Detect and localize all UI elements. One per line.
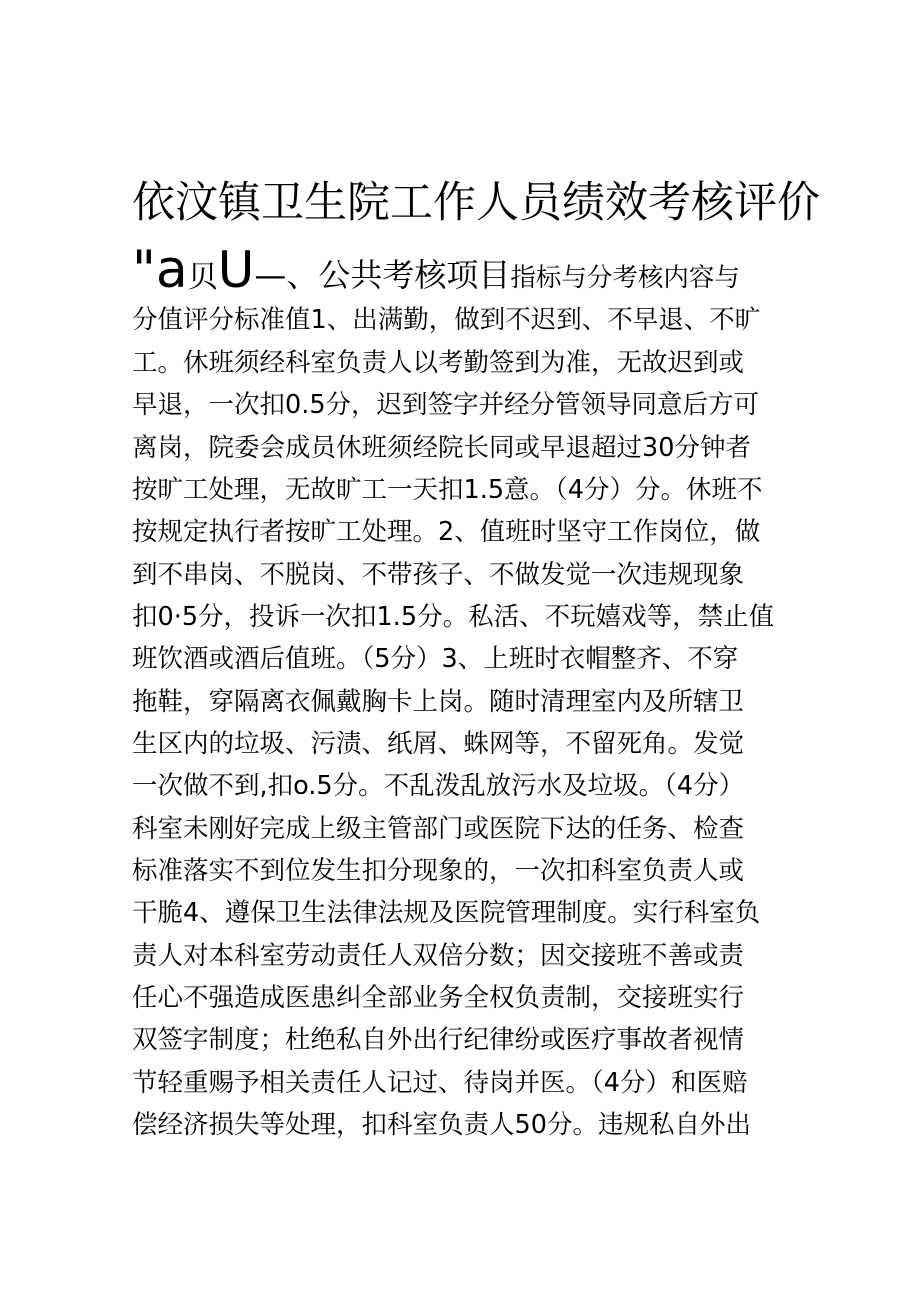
body-text-line: 到不串岗、不脱岗、不带孩子、不做发觉一次违规现象 [132, 560, 745, 590]
body-text-line: 拖鞋，穿隔离衣佩戴胸卡上岗。随时清理室内及所辖卫 [132, 687, 745, 717]
body-text-line: 科室未刚好完成上级主管部门或医院下达的任务、检查 [132, 814, 745, 844]
body-text-line: 生区内的垃圾、污渍、纸屑、蛛网等，不留死角。发觉 [132, 729, 745, 759]
first-text-line [132, 238, 740, 298]
body-text-line: 工。休班须经科室负责人以考勤签到为准，无故迟到或 [132, 348, 745, 378]
body-text-line: 分值评分标准值1、出满勤，做到不迟到、不早退、不旷 [132, 305, 761, 335]
body-text-line: 按规定执行者按旷工处理。2、值班时坚守工作岗位，做 [132, 517, 761, 547]
section-heading: —、公共考核项目 [254, 256, 511, 294]
section-heading-tail: 指标与分考核内容与 [510, 263, 740, 293]
body-text-line: 一次做不到,扣o.5分。不乱泼乱放污水及垃圾。（4分） [132, 771, 745, 801]
ocr-fragment-page: 贝 [187, 260, 218, 295]
body-text-line: 扣0·5分，投诉一次扣1.5分。私活、不玩嬉戏等，禁止值 [132, 602, 775, 632]
ocr-fragment-a: "a [132, 240, 188, 300]
body-text-line: 偿经济损失等处理，扣科室负责人50分。违规私自外出 [132, 1110, 751, 1140]
body-text-line: 任心不强造成医患纠全部业务全权负责制，交接班实行 [132, 983, 745, 1013]
body-text-line: 责人对本科室劳动责任人双倍分数；因交接班不善或责 [132, 941, 745, 971]
body-text-line: 标准落实不到位发生扣分现象的，一次扣科室负责人或 [132, 856, 745, 886]
body-text-line: 双签字制度；杜绝私自外出行纪律纷或医疗事故者视情 [132, 1025, 745, 1055]
ocr-fragment-u: U [217, 241, 255, 299]
body-text-line: 干脆4、遵保卫生法律法规及医院管理制度。实行科室负 [132, 898, 761, 928]
body-text-line: 节轻重赐予相关责任人记过、待岗并医。（4分）和医赔 [132, 1068, 748, 1098]
body-text-line: 早退，一次扣0.5分，迟到签字并经分管领导同意后方可 [132, 390, 760, 420]
body-text-line: 按旷工处理，无故旷工一天扣1.5意。（4分）分。休班不 [132, 475, 763, 505]
body-text-line: 离岗，院委会成员休班须经院长同或早退超过30分钟者 [132, 433, 751, 463]
body-text-line: 班饮酒或酒后值班。（5分）3、上班时衣帽整齐、不穿 [132, 644, 739, 674]
document-title: 依汶镇卫生院工作人员绩效考核评价 [132, 178, 820, 228]
